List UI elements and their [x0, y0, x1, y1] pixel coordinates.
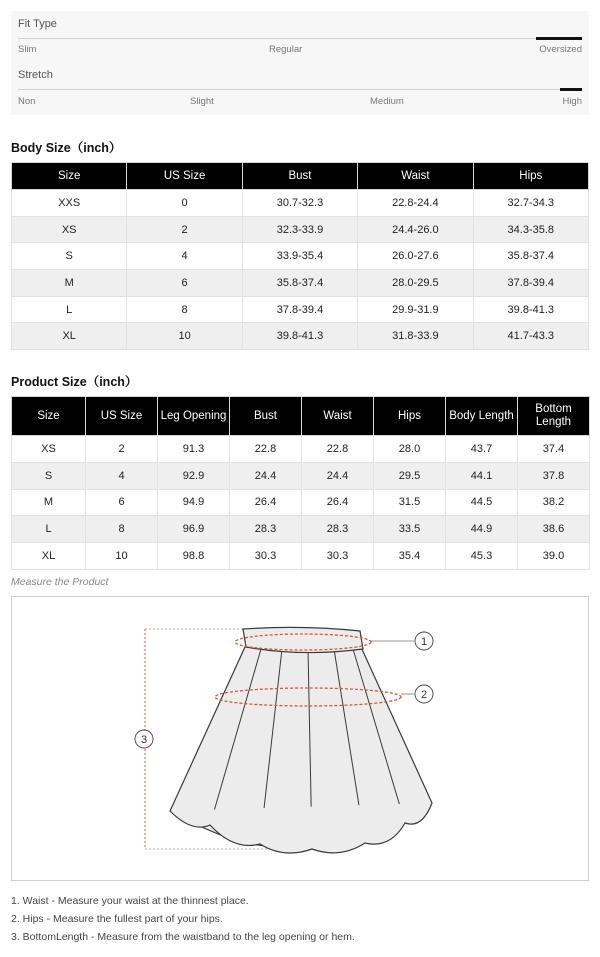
- table-cell: 34.3-35.8: [473, 216, 588, 243]
- table-row: [12, 516, 590, 543]
- table-cell: 26.4: [302, 489, 374, 516]
- table-cell: 22.8-24.4: [358, 190, 473, 217]
- table-row: [12, 243, 589, 270]
- table-cell: 10: [127, 323, 242, 350]
- column-header: Waist: [358, 163, 473, 190]
- table-cell: 91.3: [158, 436, 230, 463]
- table-cell: 31.5: [374, 489, 446, 516]
- table-cell: 6: [127, 270, 242, 297]
- fit-type-track: [18, 38, 582, 39]
- table-cell: 37.8: [518, 462, 590, 489]
- body-size-table: [11, 162, 589, 350]
- product-size-table: [11, 396, 590, 570]
- table-cell: 0: [127, 190, 242, 217]
- table-cell: 22.8: [302, 436, 374, 463]
- table-row: [12, 270, 589, 297]
- table-cell: XL: [12, 543, 86, 570]
- table-cell: 44.5: [446, 489, 518, 516]
- marker-1: [415, 632, 433, 650]
- column-header: Bust: [242, 163, 357, 190]
- table-cell: 43.7: [446, 436, 518, 463]
- table-cell: 35.4: [374, 543, 446, 570]
- table-row: [12, 323, 589, 350]
- fit-type-label-oversized: Oversized: [539, 44, 582, 55]
- fit-type-title: Fit Type: [18, 18, 57, 30]
- stretch-label-slight: Slight: [190, 96, 214, 107]
- skirt-illustration: [12, 597, 588, 880]
- stretch-label-high: High: [562, 96, 582, 107]
- stretch-label-non: Non: [18, 96, 36, 107]
- stretch-selected-marker: [560, 88, 582, 91]
- marker-2-label: 2: [420, 689, 428, 701]
- table-cell: 30.7-32.3: [242, 190, 357, 217]
- table-row: [12, 190, 589, 217]
- table-cell: 32.7-34.3: [473, 190, 588, 217]
- table-row: [12, 296, 589, 323]
- stretch-track: [18, 89, 582, 90]
- table-cell: XL: [12, 323, 127, 350]
- table-cell: 92.9: [158, 462, 230, 489]
- column-header: Waist: [302, 397, 374, 436]
- table-header-row: [12, 397, 590, 436]
- table-row: [12, 216, 589, 243]
- table-cell: 96.9: [158, 516, 230, 543]
- column-header: Bottom Length: [518, 397, 590, 436]
- table-cell: 10: [86, 543, 158, 570]
- note-hips: 2. Hips - Measure the fullest part of your hips.: [11, 913, 223, 925]
- table-header-row: [12, 163, 589, 190]
- table-cell: 33.9-35.4: [242, 243, 357, 270]
- table-cell: 2: [86, 436, 158, 463]
- table-cell: XXS: [12, 190, 127, 217]
- table-cell: M: [12, 489, 86, 516]
- table-cell: 24.4: [302, 462, 374, 489]
- table-cell: 39.0: [518, 543, 590, 570]
- table-cell: 98.8: [158, 543, 230, 570]
- table-cell: 8: [86, 516, 158, 543]
- table-row: [12, 543, 590, 570]
- table-cell: 29.5: [374, 462, 446, 489]
- table-cell: 2: [127, 216, 242, 243]
- measure-diagram: [11, 596, 589, 881]
- table-cell: 44.1: [446, 462, 518, 489]
- table-cell: S: [12, 243, 127, 270]
- table-cell: 39.8-41.3: [473, 296, 588, 323]
- table-cell: 33.5: [374, 516, 446, 543]
- table-cell: 39.8-41.3: [242, 323, 357, 350]
- measure-caption: Measure the Product: [11, 576, 109, 588]
- table-cell: 30.3: [302, 543, 374, 570]
- marker-2: [415, 685, 433, 703]
- table-cell: 35.8-37.4: [473, 243, 588, 270]
- table-cell: 26.4: [230, 489, 302, 516]
- fit-type-label-regular: Regular: [269, 44, 303, 55]
- stretch-title: Stretch: [18, 69, 53, 81]
- table-cell: 28.3: [302, 516, 374, 543]
- table-cell: 30.3: [230, 543, 302, 570]
- table-cell: 41.7-43.3: [473, 323, 588, 350]
- table-cell: 4: [86, 462, 158, 489]
- note-bottom-length: 3. BottomLength - Measure from the waistband to the leg opening or hem.: [11, 931, 355, 943]
- marker-3-label: 3: [140, 734, 148, 746]
- table-cell: L: [12, 296, 127, 323]
- column-header: US Size: [127, 163, 242, 190]
- table-cell: XS: [12, 436, 86, 463]
- note-waist: 1. Waist - Measure your waist at the thinnest place.: [11, 895, 249, 907]
- column-header: Size: [12, 397, 86, 436]
- column-header: Leg Opening: [158, 397, 230, 436]
- fit-type-selected-marker: [536, 37, 582, 40]
- product-size-heading: Product Size（inch）: [11, 375, 138, 389]
- column-header: Hips: [374, 397, 446, 436]
- table-cell: L: [12, 516, 86, 543]
- table-cell: 35.8-37.4: [242, 270, 357, 297]
- column-header: Bust: [230, 397, 302, 436]
- body-size-heading: Body Size（inch）: [11, 141, 122, 155]
- table-cell: 28.0-29.5: [358, 270, 473, 297]
- table-cell: 24.4: [230, 462, 302, 489]
- table-cell: 26.0-27.6: [358, 243, 473, 270]
- table-cell: 37.8-39.4: [473, 270, 588, 297]
- table-cell: 29.9-31.9: [358, 296, 473, 323]
- table-cell: 24.4-26.0: [358, 216, 473, 243]
- table-cell: 28.0: [374, 436, 446, 463]
- table-row: [12, 489, 590, 516]
- fit-type-label-slim: Slim: [18, 44, 37, 55]
- marker-1-label: 1: [420, 636, 428, 648]
- table-cell: 37.8-39.4: [242, 296, 357, 323]
- table-cell: 31.8-33.9: [358, 323, 473, 350]
- table-cell: 45.3: [446, 543, 518, 570]
- column-header: Body Length: [446, 397, 518, 436]
- table-cell: 22.8: [230, 436, 302, 463]
- table-cell: 28.3: [230, 516, 302, 543]
- table-cell: M: [12, 270, 127, 297]
- fit-panel: [11, 11, 589, 115]
- table-cell: 38.2: [518, 489, 590, 516]
- table-cell: 38.6: [518, 516, 590, 543]
- table-cell: XS: [12, 216, 127, 243]
- table-cell: S: [12, 462, 86, 489]
- table-row: [12, 462, 590, 489]
- table-cell: 6: [86, 489, 158, 516]
- column-header: US Size: [86, 397, 158, 436]
- column-header: Hips: [473, 163, 588, 190]
- table-cell: 44.9: [446, 516, 518, 543]
- table-cell: 4: [127, 243, 242, 270]
- marker-3: [135, 730, 153, 748]
- table-cell: 94.9: [158, 489, 230, 516]
- table-row: [12, 436, 590, 463]
- table-cell: 8: [127, 296, 242, 323]
- measure-notes: [11, 892, 355, 946]
- stretch-label-medium: Medium: [370, 96, 404, 107]
- table-cell: 32.3-33.9: [242, 216, 357, 243]
- table-cell: 37.4: [518, 436, 590, 463]
- column-header: Size: [12, 163, 127, 190]
